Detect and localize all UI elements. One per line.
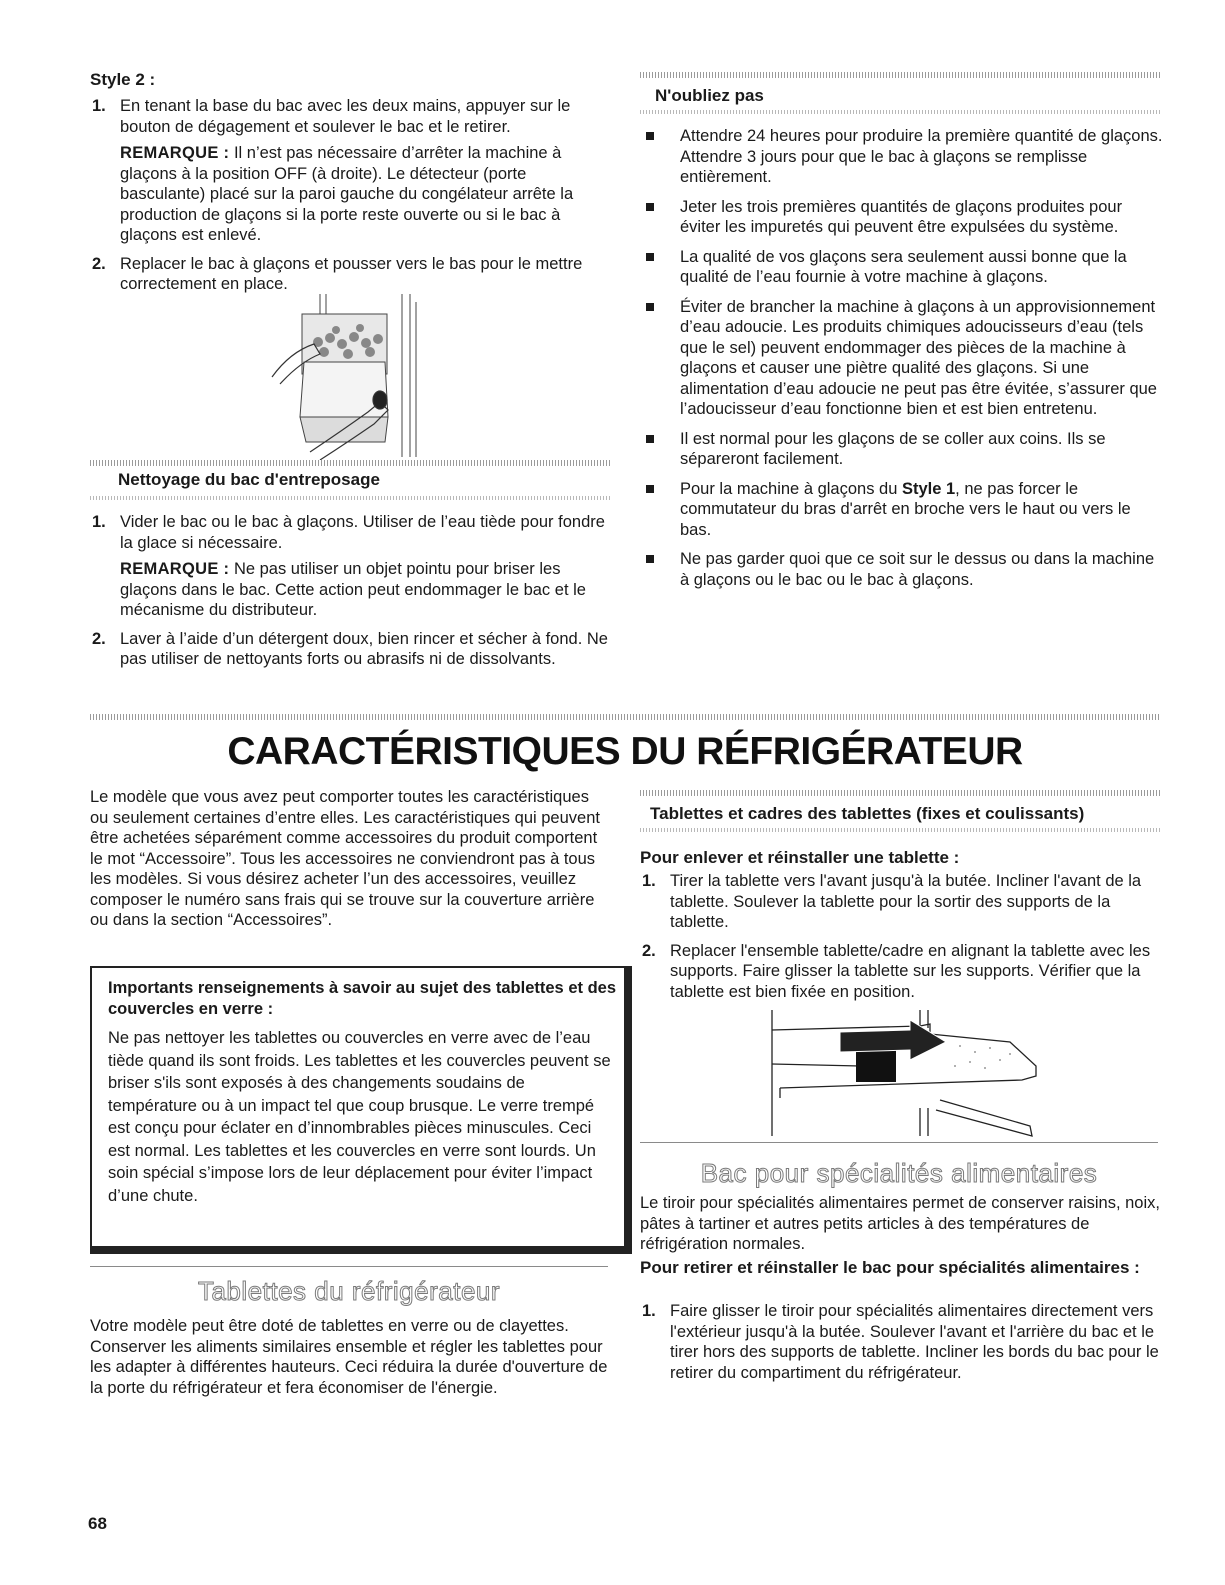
shelf-illustration <box>760 1008 1050 1140</box>
style2-heading: Style 2 : <box>90 70 156 89</box>
divider <box>640 110 1160 114</box>
divider <box>640 790 1160 796</box>
list-item: 1. En tenant la base du bac avec les deux mains, appuyer sur le bouton de dégagement et soulever le bac et le retirer. REMARQUE : Il n’est pas nécessaire d’arrêter la machine à glaçons à la position OFF (à droite). Le détecteur (porte basculante) placé sur la paroi gauche du congélateur arrête la production de glaçons si la porte reste ouverte ou si le bac à glaçons est enlevé. <box>90 96 615 246</box>
list-item: Attendre 24 heures pour produire la première quantité de glaçons. Attendre 3 jours pour que le bac à glaçons se remplisse entièrement. <box>640 126 1165 188</box>
list-item: Éviter de brancher la machine à glaçons à un approvisionnement d’eau adoucie. Les produits chimiques adoucisseurs d’eau (tels que le sel) peuvent endommager des pièces de la machine à glaçons et causer une piètre qualité des glaçons. Si une alimentation d’eau adoucie ne peut pas être évitée, s’assurer que l’adoucisseur d’eau fonctionne bien et est bien entretenu. <box>640 297 1165 420</box>
list-item: La qualité de vos glaçons sera seulement aussi bonne que la qualité de l’eau fournie à votre machine à glaçons. <box>640 247 1165 288</box>
list-item: 1. Faire glisser le tiroir pour spécialités alimentaires directement vers l'extérieur jusqu'à la butée. Soulever l'avant et l'arrière du bac et le tirer hors des supports de tablette. Incliner les bords du bac pour le retirer du compartiment du réfrigérateur. <box>642 1302 1159 1382</box>
cleaning-heading: Nettoyage du bac d'entreposage <box>118 470 380 489</box>
divider <box>90 496 610 500</box>
shelf-remove-subheading: Pour enlever et réinstaller une tablette : <box>640 848 960 867</box>
shelves-body: Votre modèle peut être doté de tablettes en verre ou de clayettes. Conserver les aliments similaires ensemble et régler les tablettes pour les adapter à différentes hauteurs. Ceci réduira la durée d'ouverture de la porte du réfrigérateur et fera économiser de l'énergie. <box>90 1317 608 1397</box>
specialty-steps <box>640 1301 1165 1391</box>
divider <box>90 714 1160 720</box>
page-title: CARACTÉRISTIQUES DU RÉFRIGÉRATEUR <box>227 730 1023 773</box>
divider <box>640 828 1160 832</box>
divider <box>90 460 610 466</box>
shelf-steps <box>640 871 1165 1010</box>
list-item: 2. Replacer l'ensemble tablette/cadre en alignant la tablette avec les supports. Faire glisser la tablette sur les supports. Vérifier que la tablette est bien fixée en position. <box>642 941 1151 1001</box>
glass-warning-box <box>90 966 632 1254</box>
list-item: 1. Tirer la tablette vers l'avant jusqu'à la butée. Incliner l'avant de la tablette. Soulever la tablette pour la sortir des supports de la tablette. <box>642 872 1142 931</box>
remark: REMARQUE : Ne pas utiliser un objet pointu pour briser les glaçons dans le bac. Cette action peut endommager le bac et le mécanisme du distributeur. <box>120 560 586 619</box>
intro-paragraph: Le modèle que vous avez peut comporter toutes les caractéristiques ou seulement certaines d’entre elles. Les caractéristiques qui peuvent être achetées séparément comme accessoires du produit comportent le mot “Accessoire”. Tous les accessoires ne conviendront pas à tous les modèles. Si vous désirez acheter l’un des accessoires, veuillez composer le numéro sans frais qui se trouve sur la couverture arrière ou dans la section “Accessoires”. <box>90 788 600 929</box>
list-item: Il est normal pour les glaçons de se coller aux coins. Ils se sépareront facilement. <box>640 429 1165 470</box>
glass-warning-heading: Importants renseignements à savoir au sujet des tablettes et des couvercles en verre : <box>108 979 617 1018</box>
cleaning-section <box>90 512 610 678</box>
shelves-heading: Tablettes du réfrigérateur <box>197 1276 501 1306</box>
specialty-body: Le tiroir pour spécialités alimentaires permet de conserver raisins, noix, pâtes à tartiner et autres petits articles à des températures de réfrigération normales. <box>640 1194 1160 1253</box>
list-item: 1. Vider le bac ou le bac à glaçons. Utiliser de l’eau tiède pour fondre la glace si nécessaire. REMARQUE : Ne pas utiliser un objet pointu pour briser les glaçons dans le bac. Cette action peut endommager le bac et le mécanisme du distributeur. <box>90 512 610 621</box>
list-item: 2. Laver à l’aide d’un détergent doux, bien rincer et sécher à fond. Ne pas utiliser de nettoyants forts ou abrasifs ni de dissolvants. <box>92 629 608 668</box>
specialty-heading: Bac pour spécialités alimentaires <box>700 1158 1098 1188</box>
remember-section <box>640 126 1165 599</box>
remember-heading: N'oubliez pas <box>655 86 764 105</box>
list-item: Jeter les trois premières quantités de glaçons produites pour éviter les impuretés qui peuvent être expulsées du système. <box>640 197 1165 238</box>
specialty-subheading: Pour retirer et réinstaller le bac pour spécialités alimentaires : <box>640 1258 1140 1277</box>
divider <box>640 1142 1158 1143</box>
list-item: Pour la machine à glaçons du Style 1, ne pas forcer le commutateur du bras d'arrêt en broche vers le haut ou vers le bas. <box>640 479 1165 541</box>
divider <box>90 1266 608 1267</box>
page-number: 68 <box>88 1514 107 1533</box>
divider <box>640 72 1160 78</box>
ice-bin-illustration <box>270 292 430 462</box>
glass-warning-body: Ne pas nettoyer les tablettes ou couvercles en verre avec de l’eau tiède quand ils sont froids. Les tablettes et les couvercles peuvent se briser s'ils sont exposés à des changements soudains de température ou à un impact tel que coup brusque. Le verre trempé est conçu pour éclater en d’innombrables pièces minuscules. Ceci est normal. Les tablettes et les couvercles en verre sont lourds. Un soin spécial s’impose lors de leur déplacement pour éviter l’impact d’une chute. <box>108 1029 611 1205</box>
list-item: Ne pas garder quoi que ce soit sur le dessus ou dans la machine à glaçons ou le bac ou le bac à glaçons. <box>640 549 1165 590</box>
style2-section <box>90 70 615 303</box>
remark: REMARQUE : Il n’est pas nécessaire d’arrêter la machine à glaçons à la position OFF (à droite). Le détecteur (porte basculante) placé sur la paroi gauche du congélateur arrête la production de glaçons si la porte reste ouverte ou si le bac à glaçons est enlevé. <box>120 144 574 244</box>
shelf-frames-heading: Tablettes et cadres des tablettes (fixes et coulissants) <box>650 804 1085 823</box>
list-item: 2. Replacer le bac à glaçons et pousser vers le bas pour le mettre correctement en place. <box>92 254 583 293</box>
